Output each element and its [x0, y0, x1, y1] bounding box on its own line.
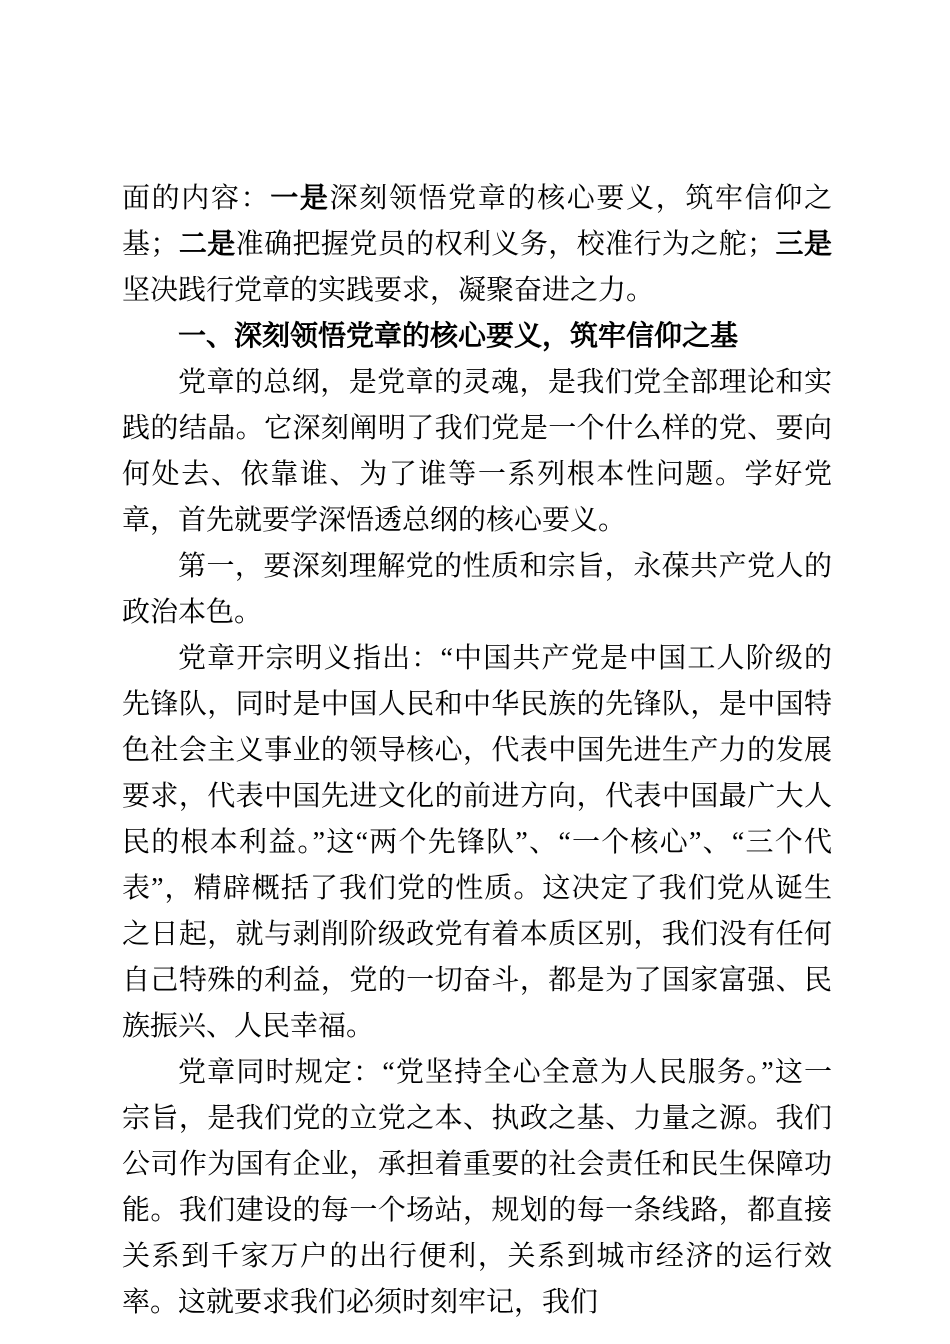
document-body [122, 176, 832, 1326]
section-heading: 一、深刻领悟党章的核心要义，筑牢信仰之基 [178, 321, 739, 352]
intro-segment: 坚决践行党章的实践要求，凝聚奋进之力。 [122, 275, 655, 306]
paragraph-overview: 党章的总纲，是党章的灵魂，是我们党全部理论和实践的结晶。它深刻阐明了我们党是一个什么样的党、要向何处去、依靠谁、为了谁等一系列根本性问题。学好党章，首先就要学深悟透总纲的核心要义。 [122, 367, 832, 536]
intro-segment-bold: 三是 [775, 229, 832, 260]
paragraph-party-purpose: 党章同时规定：“党坚持全心全意为人民服务。”这一宗旨，是我们党的立党之本、执政之基、力量之源。我们公司作为国有企业，承担着重要的社会责任和民生保障功能。我们建设的每一个场站，规划的每一条线路，都直接关系到千家万户的出行便利，关系到城市经济的运行效率。这就要求我们必须时刻牢记，我们 [122, 1057, 832, 1318]
intro-segment: 深刻领悟党章的核心要义，筑牢信仰之基； [122, 183, 832, 260]
paragraph-intro [122, 176, 832, 314]
paragraph-party-nature: 党章开宗明义指出：“中国共产党是中国工人阶级的先锋队，同时是中国人民和中华民族的先锋队，是中国特色社会主义事业的领导核心，代表中国先进生产力的发展要求，代表中国先进文化的前进方向，代表中国最广大人民的根本利益。”这“两个先锋队”、“一个核心”、“三个代表”，精辟概括了我们党的性质。这决定了我们党从诞生之日起，就与剥削阶级政党有着本质区别，我们没有任何自己特殊的利益，党的一切奋斗，都是为了国家富强、民族振兴、人民幸福。 [122, 643, 832, 1042]
paragraph-point-one-lead: 第一，要深刻理解党的性质和宗旨，永葆共产党人的政治本色。 [122, 551, 832, 628]
intro-segment-bold: 一是 [270, 183, 330, 214]
intro-segment: 面的内容： [122, 183, 271, 214]
intro-segment-bold: 二是 [178, 229, 236, 260]
intro-segment: 准确把握党员的权利义务，校准行为之舵； [235, 229, 776, 260]
